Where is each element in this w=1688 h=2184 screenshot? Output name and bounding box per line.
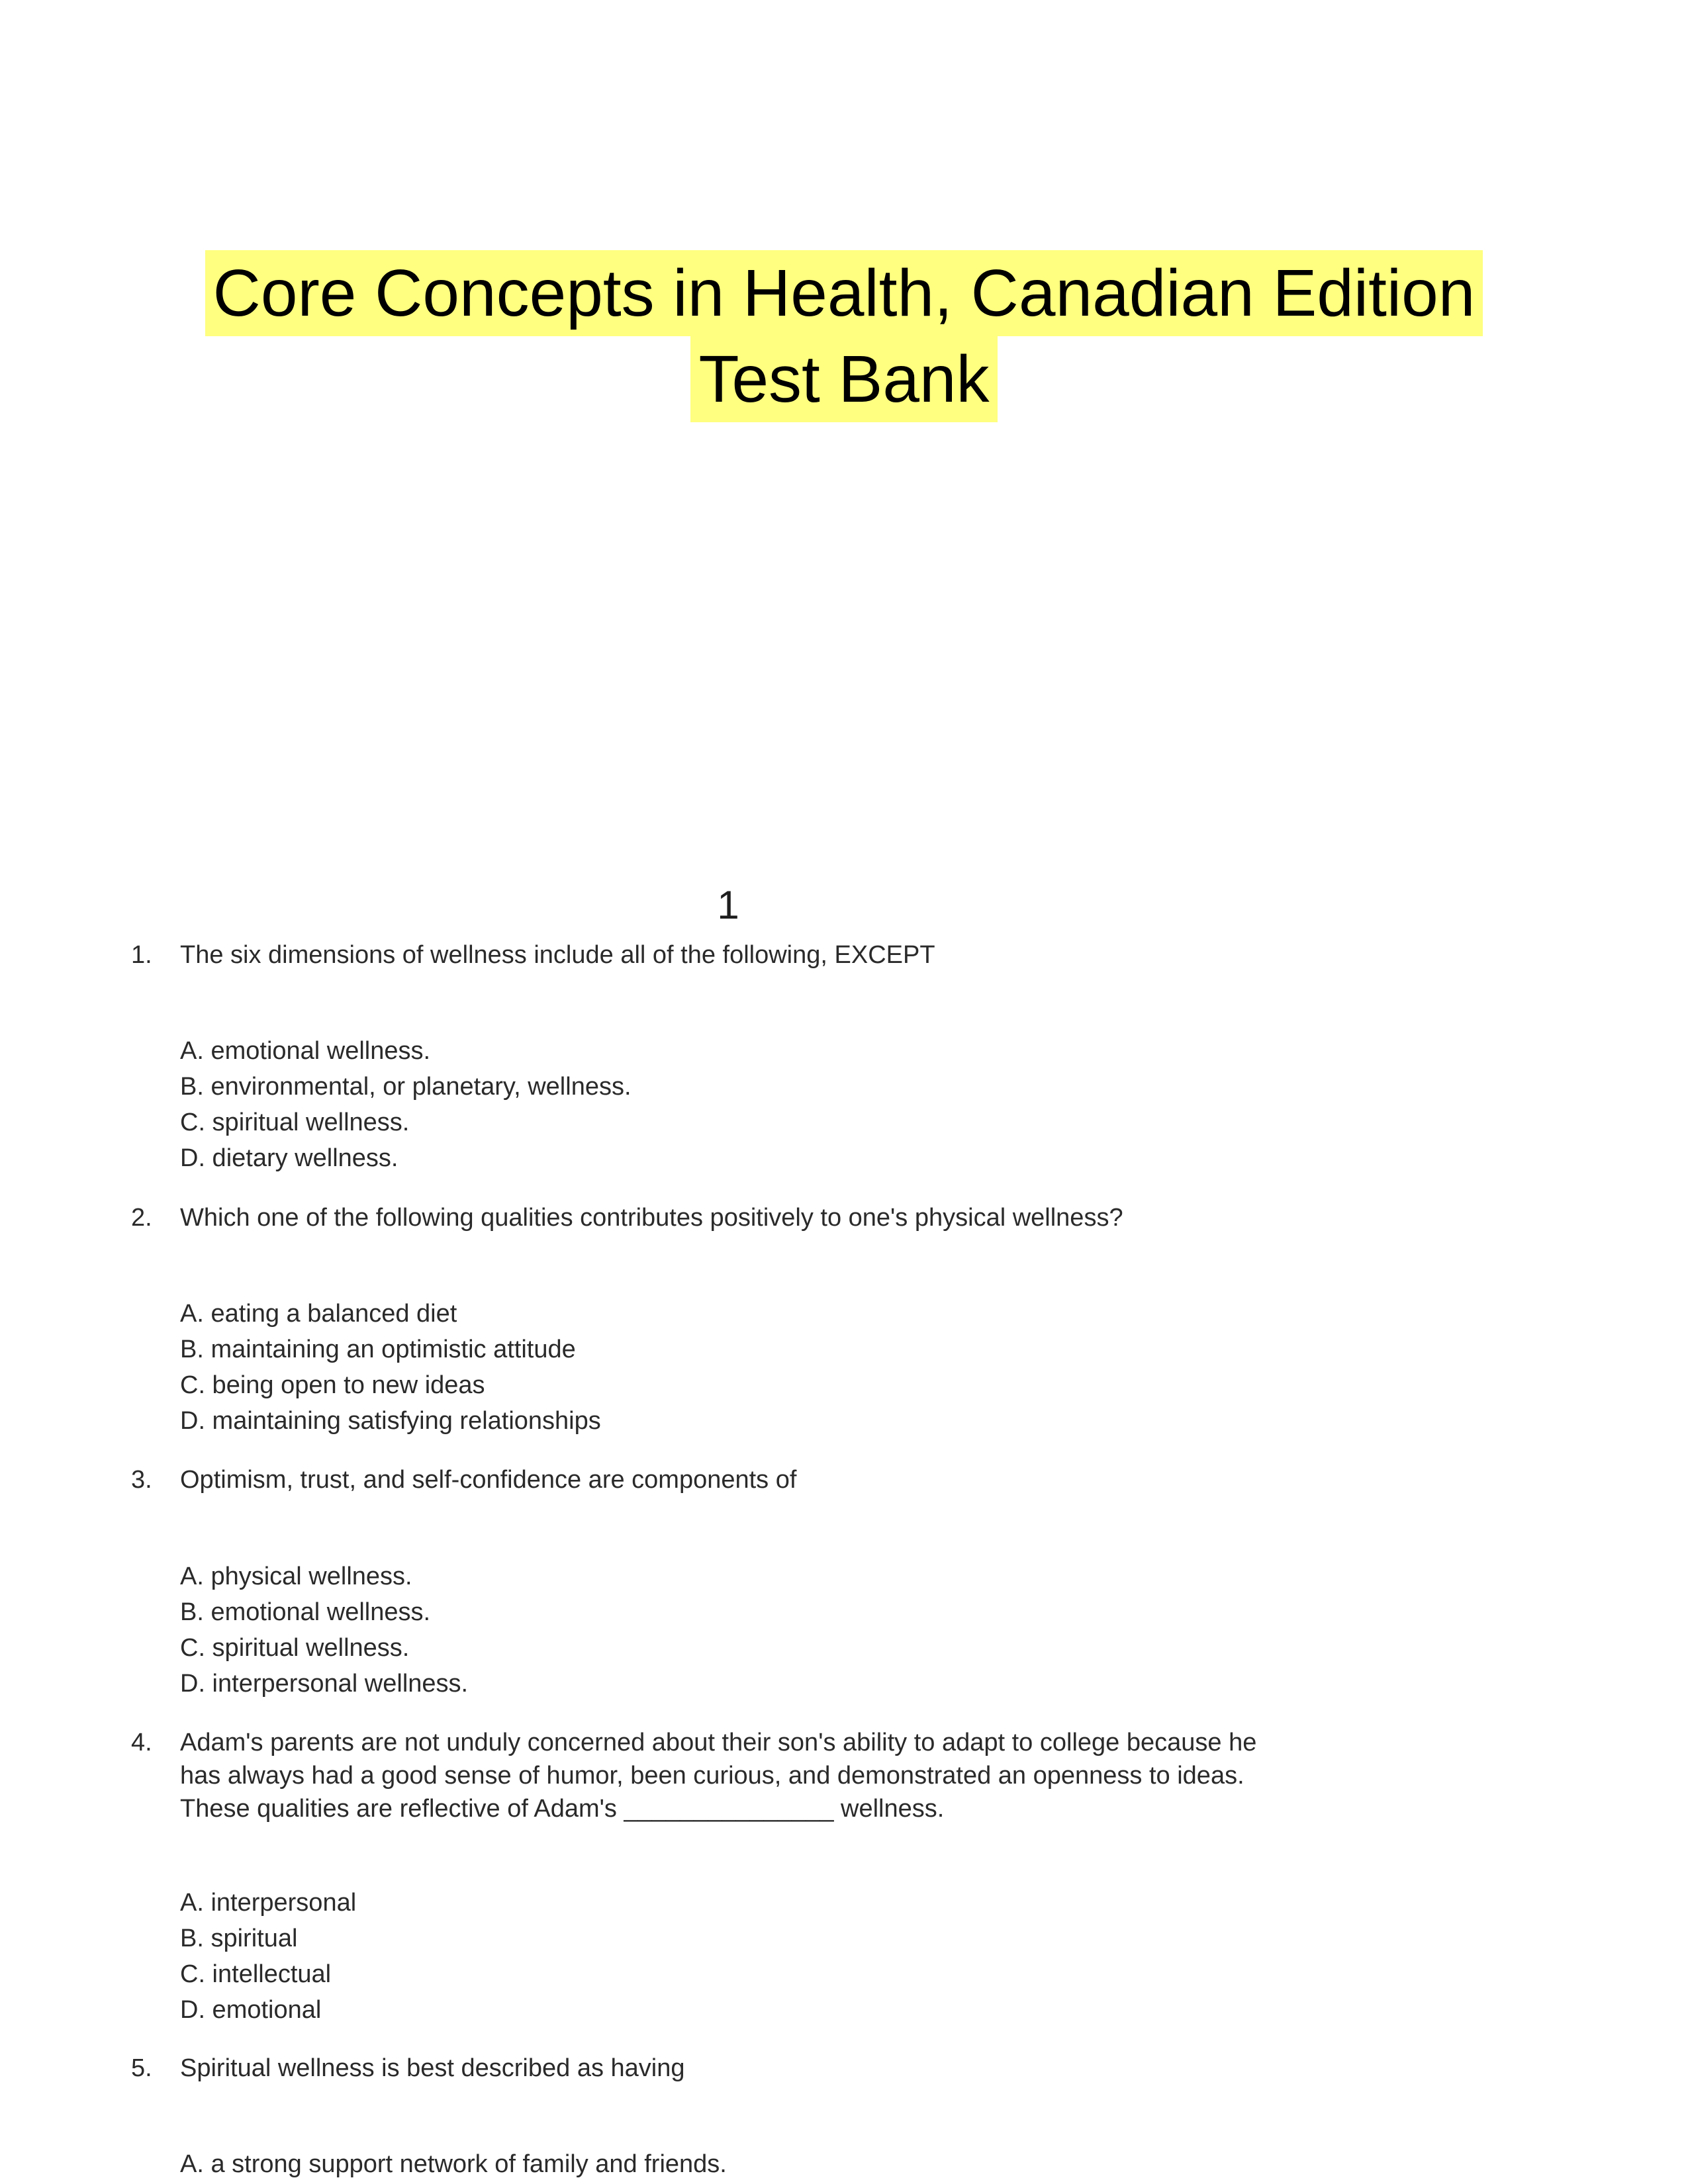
answer-option: C. spiritual wellness. xyxy=(180,1634,410,1662)
title-line-1: Core Concepts in Health, Canadian Edition xyxy=(205,250,1483,336)
question-text: Adam's parents are not unduly concerned about their son's ability to adapt to college because he has always had a good sense of humor, been curious, and demonstrated an openness to ideas. These qualities are reflective of Adam's _______________ wellness. xyxy=(180,1729,1257,1823)
question-text: Which one of the following qualities contributes positively to one's physical wellness? xyxy=(180,1204,1123,1232)
question-text: The six dimensions of wellness include all of the following, EXCEPT xyxy=(180,941,935,969)
answer-option: D. dietary wellness. xyxy=(180,1144,399,1172)
question-text: Spiritual wellness is best described as having xyxy=(180,2054,685,2082)
answer-option: C. being open to new ideas xyxy=(180,1371,485,1399)
answer-option: D. emotional xyxy=(180,1996,322,2024)
answer-option: A. eating a balanced diet xyxy=(180,1300,457,1328)
answer-option: A. a strong support network of family and friends. xyxy=(180,2150,727,2178)
question-number: 2. xyxy=(131,1204,152,1232)
answer-option: C. intellectual xyxy=(180,1960,332,1988)
question-number: 5. xyxy=(131,2054,152,2082)
question-text: Optimism, trust, and self-confidence are components of xyxy=(180,1466,797,1494)
answer-option: B. maintaining an optimistic attitude xyxy=(180,1336,576,1363)
question-3-options xyxy=(180,1559,468,1702)
question-1-options xyxy=(180,1033,632,1176)
question-2-options xyxy=(180,1296,601,1439)
answer-option: C. spiritual wellness. xyxy=(180,1109,410,1136)
answer-option: B. emotional wellness. xyxy=(180,1598,431,1626)
answer-option: A. interpersonal xyxy=(180,1889,357,1917)
answer-option: D. interpersonal wellness. xyxy=(180,1670,469,1698)
question-number: 4. xyxy=(131,1729,152,1756)
question-number: 3. xyxy=(131,1466,152,1494)
chapter-number: 1 xyxy=(717,883,739,927)
answer-option: A. physical wellness. xyxy=(180,1563,412,1590)
question-4-options xyxy=(180,1885,356,2028)
answer-option: B. environmental, or planetary, wellness. xyxy=(180,1073,632,1101)
question-5-options xyxy=(180,2146,727,2182)
answer-option: A. emotional wellness. xyxy=(180,1037,431,1065)
answer-option: B. spiritual xyxy=(180,1925,298,1952)
document-title xyxy=(0,250,1688,422)
answer-option: D. maintaining satisfying relationships xyxy=(180,1407,601,1435)
question-number: 1. xyxy=(131,941,152,969)
title-line-2: Test Bank xyxy=(690,336,997,422)
